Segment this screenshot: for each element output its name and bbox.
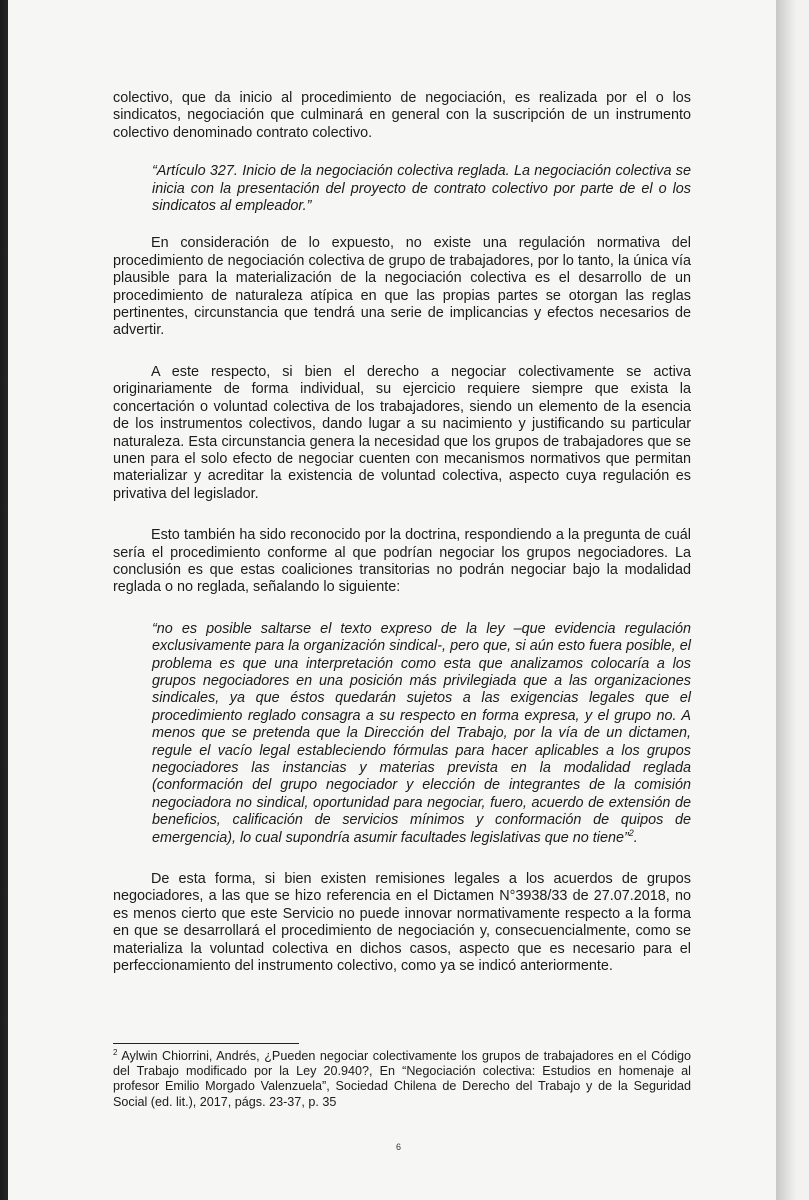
document-body [113,90,691,975]
paragraph: En consideración de lo expuesto, no existe una regulación normativa del procedimiento de negociación colectiva de grupo de trabajadores, por lo tanto, la única vía plausible para la materialización de la negociación colectiva es el desarrollo de un procedimiento de naturaleza atípica en que las propias partes se otorgan las reglas pertinentes, circunstancia que tendrá una serie de implicancias y efectos necesarios de advertir. [113,235,691,339]
footnote [113,1049,691,1110]
paragraph: Esto también ha sido reconocido por la doctrina, respondiendo a la pregunta de cuál sería el procedimiento conforme al que podrían negociar los grupos negociadores. La conclusión es que estas coaliciones transitorias no podrán negociar bajo la modalidad reglada o no reglada, señalando lo siguiente: [113,527,691,596]
paragraph: De esta forma, si bien existen remisiones legales a los acuerdos de grupos negociadores, a las que se hizo referencia en el Dictamen N°3938/33 de 27.07.2018, no es menos cierto que este Servicio no puede innovar normativamente respecto a la forma en que se desarrollará el procedimiento de negociación y, consecuencialmente, como se materializa la voluntad colectiva en dichos casos, aspecto que es necesario para el perfeccionamiento del instrumento colectivo, como ya se indicó anteriormente. [113,871,691,975]
footnote-number: 2 [113,1047,118,1057]
paragraph: A este respecto, si bien el derecho a negociar colectivamente se activa originariamente de forma individual, su ejercicio requiere siempre que exista la concertación o voluntad colectiva de los trabajadores, siendo un elemento de la esencia de los instrumentos colectivos, dando lugar a su nacimiento y justificando su particular naturaleza. Esta circunstancia genera la necesidad que los grupos de trabajadores que se unen para el solo efecto de negociar cuenten con mecanismos normativos que permitan materializar y acreditar la existencia de voluntad colectiva, aspecto cuya regulación es privativa del legislador. [113,363,691,502]
paragraph: colectivo, que da inicio al procedimiento de negociación, es realizada por el o los sindicatos, negociación que culminará en general con la suscripción de un instrumento colectivo denominado contrato colectivo. [113,90,691,141]
block-quote: “no es posible saltarse el texto expreso de la ley –que evidencia regulación exclusivamente para la organización sindical-, pero que, si aún esto fuera posible, el problema es que una interpretación como esta que analizamos colocaría a los grupos negociadores en una posición más privilegiada que a las organizaciones sindicales, ya que éstos quedarán sujetos a las exigencias legales que el procedimiento reglado consagra a su respecto en forma expresa, y el grupo no. A menos que se pretenda que la Dirección del Trabajo, por la vía de un dictamen, regule el vacío legal estableciendo fórmulas para hacer aplicables a los grupos negociadores las instancias y materias prevista en la modalidad reglada (conformación del grupo negociador y elección de integrantes de la comisión negociadora no sindical, oportunidad para negociar, fuero, acuerdo de extensión de beneficios, calificación de servicios mínimos y conformación de quipos de emergencia), lo cual supondría asumir facultades legislativas que no tiene”$^2$. [152,620,691,846]
page-number: 6 [396,1142,402,1152]
page-edge-right [776,0,809,1200]
footnote-separator [113,1043,299,1044]
block-quote-text: “no es posible saltarse el texto expreso de la ley –que evidencia regulación exclusivamente para la organización sindical-, pero que, si aún esto fuera posible, el problema es que una interpretación como esta que analizamos colocaría a los grupos negociadores en una posición más privilegiada que a las organizaciones sindicales, ya que éstos quedarán sujetos a las exigencias legales que el procedimiento reglado consagra a su respecto en forma expresa, y el grupo no. A menos que se pretenda que la Dirección del Trabajo, por la vía de un dictamen, regule el vacío legal estableciendo fórmulas para hacer aplicables a los grupos negociadores las instancias y materias prevista en la modalidad reglada (conformación del grupo negociador y elección de integrantes de la comisión negociadora no sindical, oportunidad para negociar, fuero, acuerdo de extensión de beneficios, calificación de servicios mínimos y conformación de quipos de emergencia), lo cual supondría asumir facultades legislativas que no tiene” [152,620,691,846]
footnote-reference: 2 [628,827,634,838]
footnote-text: Aylwin Chiorrini, Andrés, ¿Pueden negociar colectivamente los grupos de trabajadores en el Código del Trabajo modificado por la Ley 20.940?, En “Negociación colectiva: Estudios en homenaje al profesor Emilio Morgado Valenzuela”, Sociedad Chilena de Derecho del Trabajo y de la Seguridad Social (ed. lit.), 2017, págs. 23-37, p. 35 [113,1049,691,1109]
block-quote: “Artículo 327. Inicio de la negociación colectiva reglada. La negociación colectiva se inicia con la presentación del proyecto de contrato colectivo por parte de el o los sindicatos al empleador.” [152,163,691,215]
